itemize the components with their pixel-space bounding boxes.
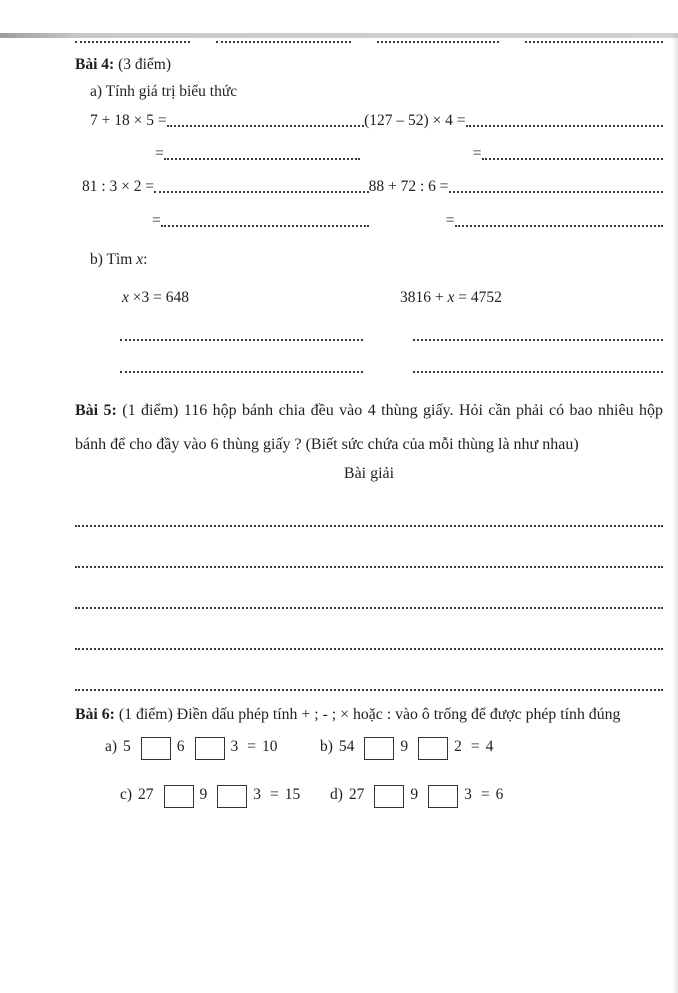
answer-box xyxy=(374,785,404,808)
dotted-answer-line xyxy=(167,112,364,127)
equation-text: = 4752 xyxy=(454,289,502,306)
bai4-part-a-label: a) Tính giá trị biểu thức xyxy=(90,83,238,100)
operand: 9 xyxy=(410,785,419,803)
bai6-row-ab xyxy=(75,735,663,758)
item-label: a) xyxy=(105,737,118,755)
result-value: 15 xyxy=(284,785,301,803)
dotted-answer-line xyxy=(482,148,664,160)
photo-edge-artifact xyxy=(672,33,678,993)
bai4-equals-row-1 xyxy=(75,145,663,163)
dotted-answer-line xyxy=(449,178,663,193)
result-value: 10 xyxy=(262,737,278,755)
item-label: b) xyxy=(320,737,333,755)
answer-box xyxy=(195,737,225,760)
bai6-item-b xyxy=(320,735,499,758)
equation-2-left: 81 : 3 × 2 = xyxy=(82,178,155,195)
result-value: 6 xyxy=(495,785,504,803)
dotted-answer-line xyxy=(75,676,663,691)
dotted-answer-line xyxy=(525,33,663,43)
equals-sign: = xyxy=(270,785,279,803)
item-label: d) xyxy=(330,785,343,803)
bai5-title: Bài 5: xyxy=(75,402,117,419)
equals-sign: = xyxy=(445,212,455,229)
dotted-answer-line xyxy=(377,33,499,43)
dotted-answer-line xyxy=(120,326,363,341)
answer-box xyxy=(428,785,458,808)
bai4-find-x-equations xyxy=(75,289,663,307)
bai4-title: Bài 4: xyxy=(75,56,115,73)
bai4-part-b-label xyxy=(75,251,663,269)
answer-box xyxy=(164,785,194,808)
operand: 6 xyxy=(176,737,185,755)
find-x-answer-lines-row-1 xyxy=(75,326,663,341)
result-value: 4 xyxy=(485,737,494,755)
equals-sign: = xyxy=(155,145,164,162)
dotted-answer-line xyxy=(466,112,663,127)
item-label: c) xyxy=(120,785,133,803)
answer-box xyxy=(217,785,247,808)
dotted-answer-line xyxy=(75,33,190,43)
find-x-equation-left xyxy=(75,289,369,307)
bai6-instruction: (1 điểm) Điền dấu phép tính + ; - ; × hoặc : vào ô trống để được phép tính đúng xyxy=(114,706,621,723)
operand: 27 xyxy=(348,785,365,803)
dotted-answer-line xyxy=(413,326,663,341)
dotted-answer-line xyxy=(75,512,663,527)
scanned-math-worksheet xyxy=(0,33,678,993)
operand: 9 xyxy=(199,785,208,803)
bai4-equals-row-2 xyxy=(75,212,663,230)
bai4-equation-row-2 xyxy=(75,178,663,196)
answer-box xyxy=(141,737,171,760)
equals-sign: = xyxy=(152,212,161,229)
top-answer-blanks xyxy=(75,33,663,43)
dotted-answer-line xyxy=(216,33,351,43)
dotted-answer-line xyxy=(154,178,368,193)
operand: 3 xyxy=(253,785,262,803)
equals-sign: = xyxy=(472,145,482,162)
bai4-equation-row-1 xyxy=(75,112,663,130)
answer-box xyxy=(418,737,448,760)
operand: 54 xyxy=(338,737,355,755)
equation-text: 3816 + xyxy=(400,289,448,306)
part-b-colon: : xyxy=(143,251,148,268)
bai5-text: (1 điểm) 116 hộp bánh chia đều vào 4 thùng giấy. Hỏi cần phải có bao nhiêu hộp bánh để cho đầy vào 6 thùng giấy ? (Biết sức chứa của mỗi thùng là như nhau) xyxy=(75,402,663,453)
dotted-answer-line xyxy=(75,594,663,609)
bai6-item-a xyxy=(105,735,320,758)
bai6-title: Bài 6: xyxy=(75,706,115,723)
dotted-answer-line xyxy=(75,553,663,568)
find-x-answer-lines-row-2 xyxy=(75,358,663,373)
dotted-answer-line xyxy=(455,215,664,227)
bai6-heading xyxy=(75,706,663,724)
worksheet-page xyxy=(75,33,663,806)
equals-sign: = xyxy=(247,737,257,755)
bai5-problem-text xyxy=(75,394,663,462)
equals-sign: = xyxy=(480,785,490,803)
bai5-solution-label: Bài giải xyxy=(343,465,395,482)
dotted-answer-line xyxy=(164,148,360,160)
dotted-answer-line xyxy=(413,358,663,373)
bai4-points: (3 điểm) xyxy=(114,56,172,73)
operand: 5 xyxy=(123,737,131,755)
equation-2-right: 88 + 72 : 6 = xyxy=(368,178,449,195)
operand: 3 xyxy=(464,785,472,803)
variable-x: x xyxy=(447,289,455,306)
bai6-item-c xyxy=(120,783,330,806)
operand: 2 xyxy=(454,737,462,755)
operand: 27 xyxy=(138,785,154,803)
dotted-answer-line xyxy=(161,215,369,227)
equation-1-left: 7 + 18 × 5 = xyxy=(90,112,167,129)
equals-sign: = xyxy=(470,737,480,755)
bai6-item-d xyxy=(330,783,509,806)
variable-x: x xyxy=(122,289,129,306)
bai4-heading xyxy=(75,56,663,74)
operand: 9 xyxy=(400,737,409,755)
find-x-equation-right xyxy=(369,289,502,307)
variable-x: x xyxy=(136,251,144,268)
answer-box xyxy=(364,737,394,760)
bai6-row-cd xyxy=(75,783,663,806)
part-b-text: b) Tìm xyxy=(90,251,137,268)
operand: 3 xyxy=(230,737,239,755)
dotted-answer-line xyxy=(75,635,663,650)
equation-1-right: (127 – 52) × 4 = xyxy=(364,112,466,129)
dotted-answer-line xyxy=(120,358,363,373)
equation-text: ×3 = 648 xyxy=(128,289,189,306)
